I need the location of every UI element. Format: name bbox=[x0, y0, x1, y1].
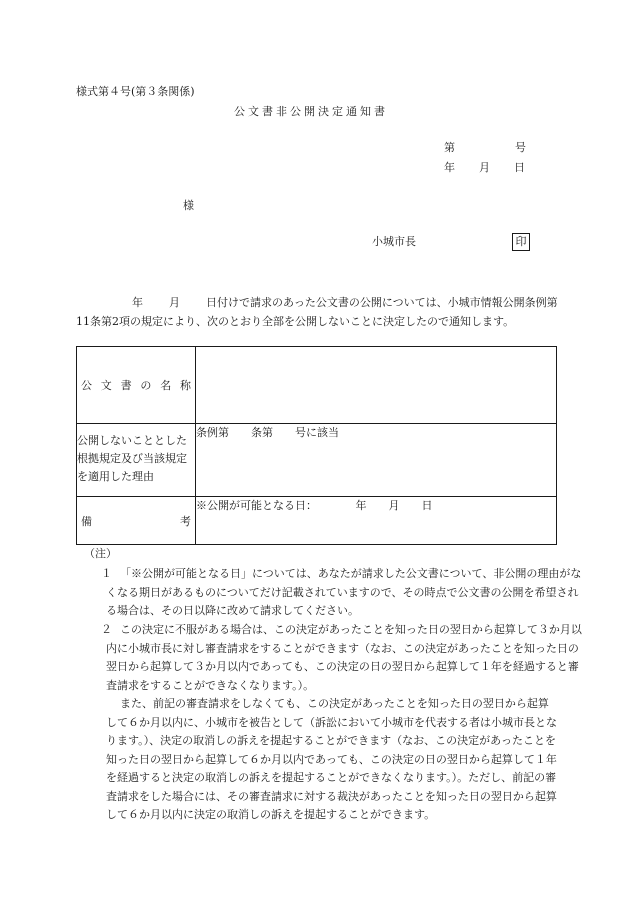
doc-number-suffix: 号 bbox=[515, 141, 526, 154]
body-month: 月 bbox=[169, 296, 180, 309]
document-name-value bbox=[196, 347, 557, 424]
body-year: 年 bbox=[132, 296, 143, 309]
note-text: この決定に不服がある場合は、この決定があったことを知った日の翌日から起算して３か月以内に小城市長に対し審査請求をすることができます（なお、この決定があったことを知った日の翌日から起算して３か月以内であっても、この決定の日の翌日から起算して１年を経過すると審査請求をすることができなくなります。）。 bbox=[106, 623, 582, 692]
label-char: 文 bbox=[100, 379, 112, 392]
label-char: 書 bbox=[120, 379, 132, 392]
document-number-line bbox=[444, 142, 526, 153]
sender-name: 小城市長 bbox=[372, 235, 416, 248]
decision-table bbox=[76, 346, 557, 545]
label-char: 称 bbox=[179, 379, 191, 392]
remarks-label-cell bbox=[77, 497, 196, 545]
body-paragraph bbox=[76, 293, 562, 331]
label-char: 名 bbox=[160, 379, 172, 392]
label-char: 公 bbox=[81, 379, 92, 392]
note-text: 「※公開が可能となる日」については、あなたが請求した公文書について、非公開の理由がなくなる期日があるものについてだけ記載されていますので、その時点で公文書の公開を希望される場合は、その日以降に改めて請求してください。 bbox=[106, 567, 582, 617]
note-number: １ bbox=[101, 567, 112, 580]
note-continuation: また、前記の審査請求をしなくても、この決定があったことを知った日の翌日から起算して６か月以内に、小城市を被告として（訴訟において小城市を代表する者は小城市長となります。）、決定の取消しの訴えを提起することができます（なお、この決定があったことを知った日の翌日から起算して６か月以内であっても、この決定の日の翌日から起算して１年を経過すると決定の取消しの訴えを提起することができなくなります。）。ただし、前記の審査請求をした場合には、その審査請求に対する裁決があったことを知った日の翌日から起算して６か月以内に決定の取消しの訴えを提起することができます。 bbox=[106, 697, 557, 821]
reason-value: 条例第 条第 号に該当 bbox=[196, 424, 557, 497]
date-month: 月 bbox=[479, 161, 490, 174]
body-text: 日付けで請求のあった公文書の公開については、小城市情報公開条例第11条第2項の規定により、次のとおり全部を公開しないことに決定したので通知します。 bbox=[76, 296, 558, 328]
notes-heading: （注） bbox=[84, 547, 117, 560]
doc-number-prefix: 第 bbox=[444, 141, 455, 154]
date-line bbox=[444, 162, 525, 173]
note-item bbox=[76, 621, 588, 695]
document-name-label-cell bbox=[77, 347, 196, 424]
seal-mark: 印 bbox=[512, 233, 530, 251]
remarks-value: ※公開が可能となる日： 年 月 日 bbox=[196, 497, 557, 545]
label-char: の bbox=[140, 379, 152, 392]
date-year: 年 bbox=[444, 161, 455, 174]
document-title: 公文書非公開決定通知書 bbox=[234, 105, 388, 118]
addressee-honorific: 様 bbox=[183, 199, 194, 212]
date-day: 日 bbox=[514, 161, 525, 174]
table-row bbox=[77, 497, 557, 545]
table-row bbox=[77, 347, 557, 424]
reason-label-cell bbox=[77, 424, 196, 497]
form-label: 様式第４号(第３条関係) bbox=[76, 85, 195, 98]
table-row bbox=[77, 424, 557, 497]
note-item bbox=[76, 565, 588, 621]
note-number: ２ bbox=[101, 623, 112, 636]
label-char: 考 bbox=[180, 514, 191, 528]
label-char: 備 bbox=[81, 514, 92, 528]
reason-label: 公開しないこととした根拠規定及び当該規定を適用した理由 bbox=[77, 434, 187, 483]
